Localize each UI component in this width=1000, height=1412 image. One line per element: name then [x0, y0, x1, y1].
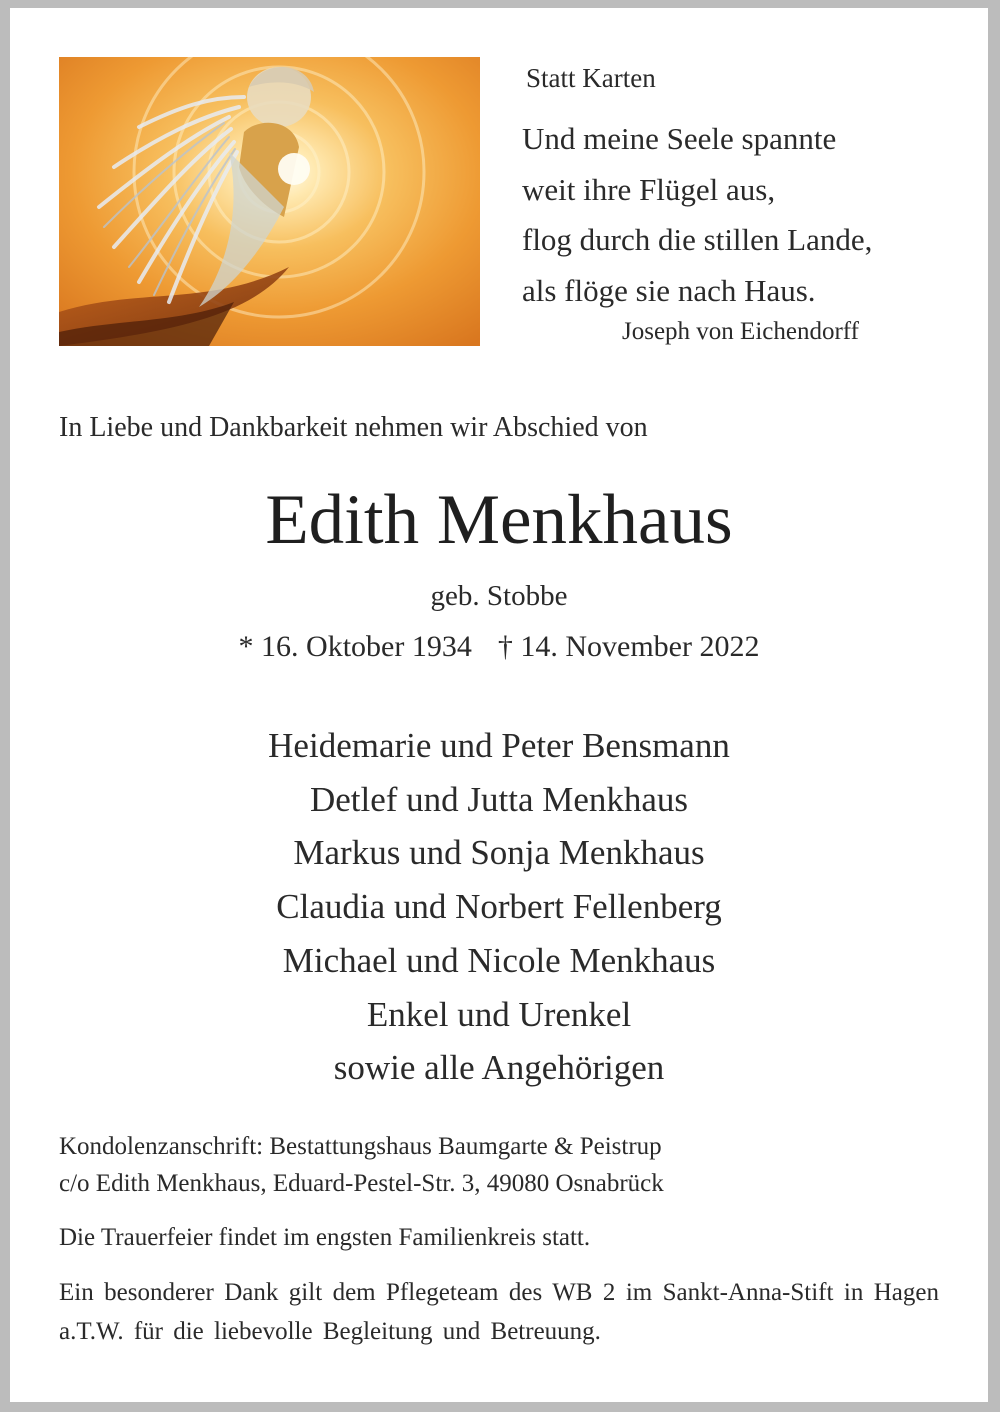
angel-painting-image [59, 57, 480, 346]
life-dates [10, 630, 988, 664]
mourner-entry: Claudia und Norbert Fellenberg [276, 887, 722, 927]
birth-date: * 16. Oktober 1934 [238, 630, 472, 663]
poem-line: Und meine Seele spannte [522, 121, 837, 156]
condolence-line: c/o Edith Menkhaus, Eduard-Pestel-Str. 3, 49080 Osnabrück [59, 1170, 664, 1197]
thanks-note: Ein besonderer Dank gilt dem Pflegeteam des WB 2 im Sankt-Anna-Stift in Hagen a.T.W. für die liebevolle Begleitung und Betreuung. [59, 1279, 939, 1345]
deceased-name: Edith Menkhaus [265, 481, 733, 559]
condolence-address [59, 1128, 664, 1202]
death-date: † 14. November 2022 [497, 630, 760, 663]
poem [522, 114, 872, 316]
ceremony-note: Die Trauerfeier findet im engsten Familienkreis statt. [59, 1224, 591, 1251]
mourner-entry: Heidemarie und Peter Bensmann [268, 726, 730, 765]
condolence-line: Kondolenzanschrift: Bestattungshaus Baumgarte & Peistrup [59, 1133, 662, 1160]
poem-author: Joseph von Eichendorff [622, 318, 859, 345]
obituary-page [10, 8, 988, 1402]
poem-line: flog durch die stillen Lande, [522, 222, 873, 257]
mourner-entry: Enkel und Urenkel [366, 994, 632, 1034]
poem-heading: Statt Karten [526, 63, 656, 93]
mourner-entry: Michael und Nicole Menkhaus [282, 940, 716, 980]
angel-painting-svg [59, 57, 480, 346]
poem-line: als flöge sie nach Haus. [522, 272, 816, 308]
maiden-name: geb. Stobbe [430, 580, 568, 612]
mourner-entry: Detlef und Jutta Menkhaus [309, 779, 689, 819]
mourners-list [10, 719, 988, 1095]
intro-text: In Liebe und Dankbarkeit nehmen wir Abschied von [59, 412, 648, 443]
poem-line: weit ihre Flügel aus, [522, 171, 776, 207]
mourner-entry: sowie alle Angehörigen [333, 1048, 665, 1088]
mourner-entry: Markus und Sonja Menkhaus [293, 833, 705, 873]
